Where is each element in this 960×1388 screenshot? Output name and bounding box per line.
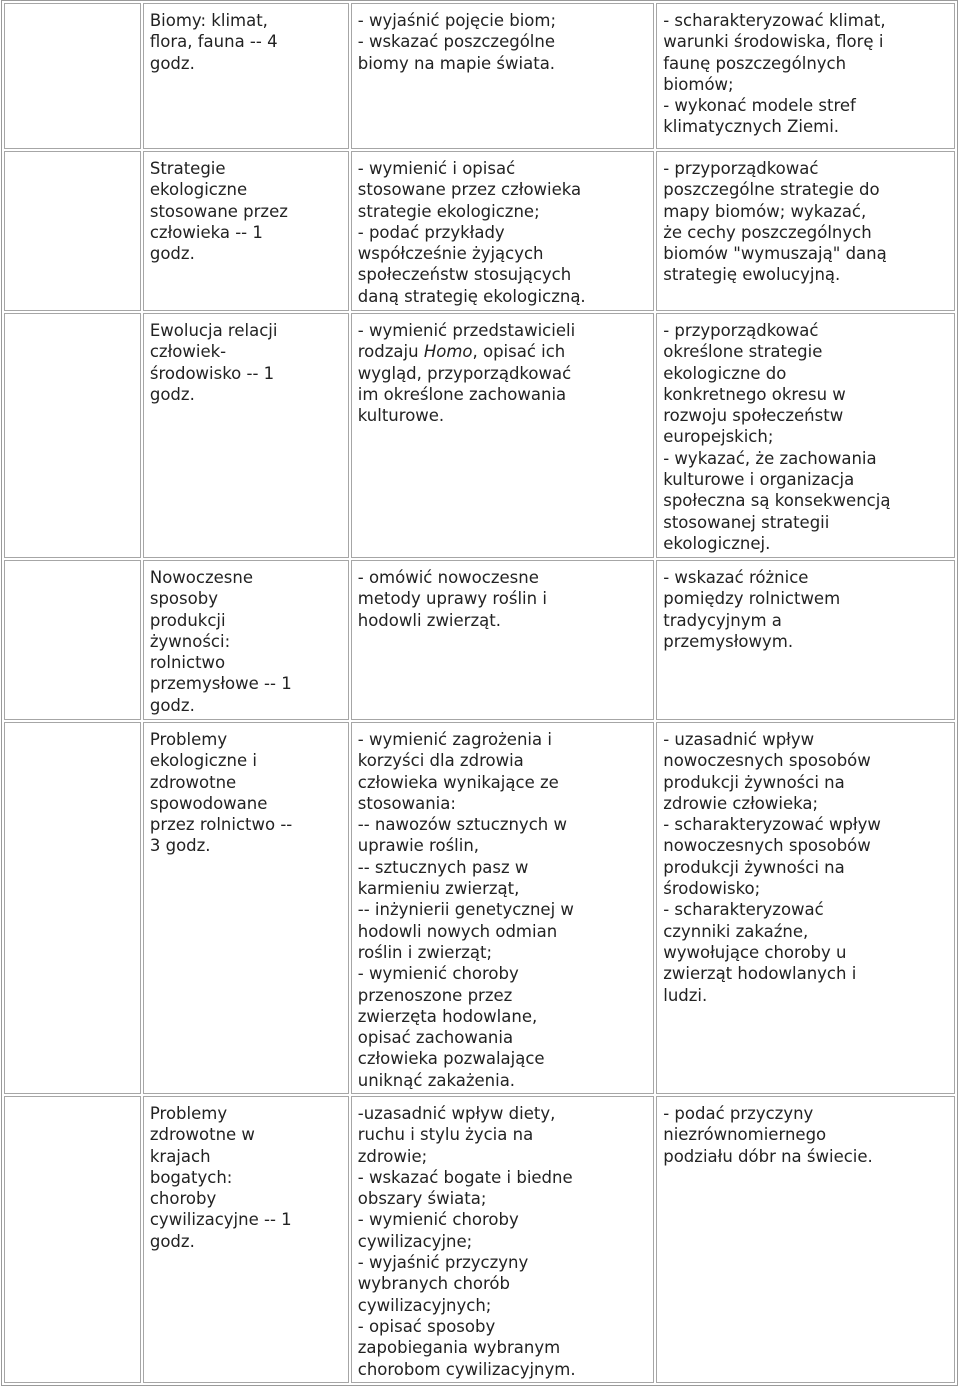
topic-cell [143,313,349,558]
extended-requirements-cell [656,3,955,149]
requirements-text: -uzasadnić wpływ diety, ruchu i stylu życia na zdrowie; - wskazać bogate i biedne obszary świata; - wymienić choroby cywilizacyjne; - wyjaśnić przyczyny wybranych chorób cywilizacyjnych; - opisać sposoby zapobiegania wybranym chorobom cywilizacyjnym. [357,1104,576,1379]
topic-cell [143,722,349,1094]
requirements-text-start: - wymienić przedstawicieli rodzaju [357,321,576,362]
topic-cell [143,3,349,149]
table-row [4,313,955,558]
table-row [4,3,955,149]
empty-margin-cell [4,151,141,311]
requirements-cell [351,313,654,558]
table-row [4,151,955,311]
requirements-cell [351,1096,654,1383]
topic-text: Problemy ekologiczne i zdrowotne spowodowane przez rolnictwo -- 3 godz. [149,730,293,856]
topic-text: Strategie ekologiczne stosowane przez człowieka -- 1 godz. [149,159,288,264]
extended-requirements-text: - przyporządkować określone strategie ekologiczne do konkretnego okresu w rozwoju społeczeństw europejskich; - wykazać, że zachowania kulturowe i organizacja społeczna są konsekwencją stosowanej strategii ekologicznej. [663,321,891,553]
genus-name: Homo [423,342,473,362]
empty-margin-cell [4,3,141,149]
topic-text: Problemy zdrowotne w krajach bogatych: choroby cywilizacyjne -- 1 godz. [149,1104,292,1251]
extended-requirements-cell [656,722,955,1094]
topic-cell [143,560,349,720]
curriculum-table [1,0,958,1386]
empty-margin-cell [4,560,141,720]
topic-text: Biomy: klimat, flora, fauna -- 4 godz. [149,11,278,73]
extended-requirements-text: - scharakteryzować klimat, warunki środowiska, florę i faunę poszczególnych biomów; - wykonać modele stref klimatycznych Ziemi. [663,11,886,137]
extended-requirements-cell [656,313,955,558]
topic-text: Nowoczesne sposoby produkcji żywności: rolnictwo przemysłowe -- 1 godz. [149,568,292,715]
extended-requirements-text: - przyporządkować poszczególne strategie do mapy biomów; wykazać, że cechy poszczególnych biomów "wymuszają" daną strategię ewolucyjną. [663,159,887,285]
requirements-cell [351,151,654,311]
requirements-text: - wymienić zagrożenia i korzyści dla zdrowia człowieka wynikające ze stosowania: -- nawozów sztucznych w uprawie roślin, -- sztucznych pasz w karmieniu zwierząt, -- inżynierii genetycznej w hodowli nowych odmian roślin i zwierząt; - wymienić choroby przenoszone przez zwierzęta hodowlane, opisać zachowania człowieka pozwalające uniknąć zakażenia. [357,730,574,1090]
requirements-cell [351,560,654,720]
requirements-cell [351,722,654,1094]
requirements-text [358,320,646,426]
extended-requirements-text: - podać przyczyny niezrównomiernego podziału dóbr na świecie. [663,1104,873,1166]
extended-requirements-cell [656,151,955,311]
extended-requirements-cell [656,560,955,720]
extended-requirements-text: - uzasadnić wpływ nowoczesnych sposobów produkcji żywności na zdrowie człowieka; - scharakteryzować wpływ nowoczesnych sposobów produkcji żywności na środowisko; - scharakteryzować czynniki zakaźne, wywołujące choroby u zwierząt hodowlanych i ludzi. [663,730,881,1005]
requirements-text: - omówić nowoczesne metody uprawy roślin i hodowli zwierząt. [357,568,547,630]
requirements-text: - wyjaśnić pojęcie biom; - wskazać poszczególne biomy na mapie świata. [357,11,556,73]
topic-text: Ewolucja relacji człowiek- środowisko -- 1 godz. [149,321,278,404]
requirements-text: - wymienić i opisać stosowane przez człowieka strategie ekologiczne; - podać przykłady współcześnie żyjących społeczeństw stosujących daną strategię ekologiczną. [357,159,586,306]
requirements-cell [351,3,654,149]
table-row [4,722,955,1094]
topic-cell [143,151,349,311]
extended-requirements-text: - wskazać różnice pomiędzy rolnictwem tradycyjnym a przemysłowym. [663,568,841,651]
empty-margin-cell [4,1096,141,1383]
empty-margin-cell [4,722,141,1094]
extended-requirements-cell [656,1096,955,1383]
table-row [4,560,955,720]
requirements-text-end: , opisać ich wygląd, przyporządkować im określone zachowania kulturowe. [357,342,572,426]
topic-cell [143,1096,349,1383]
empty-margin-cell [4,313,141,558]
table-row [4,1096,955,1383]
